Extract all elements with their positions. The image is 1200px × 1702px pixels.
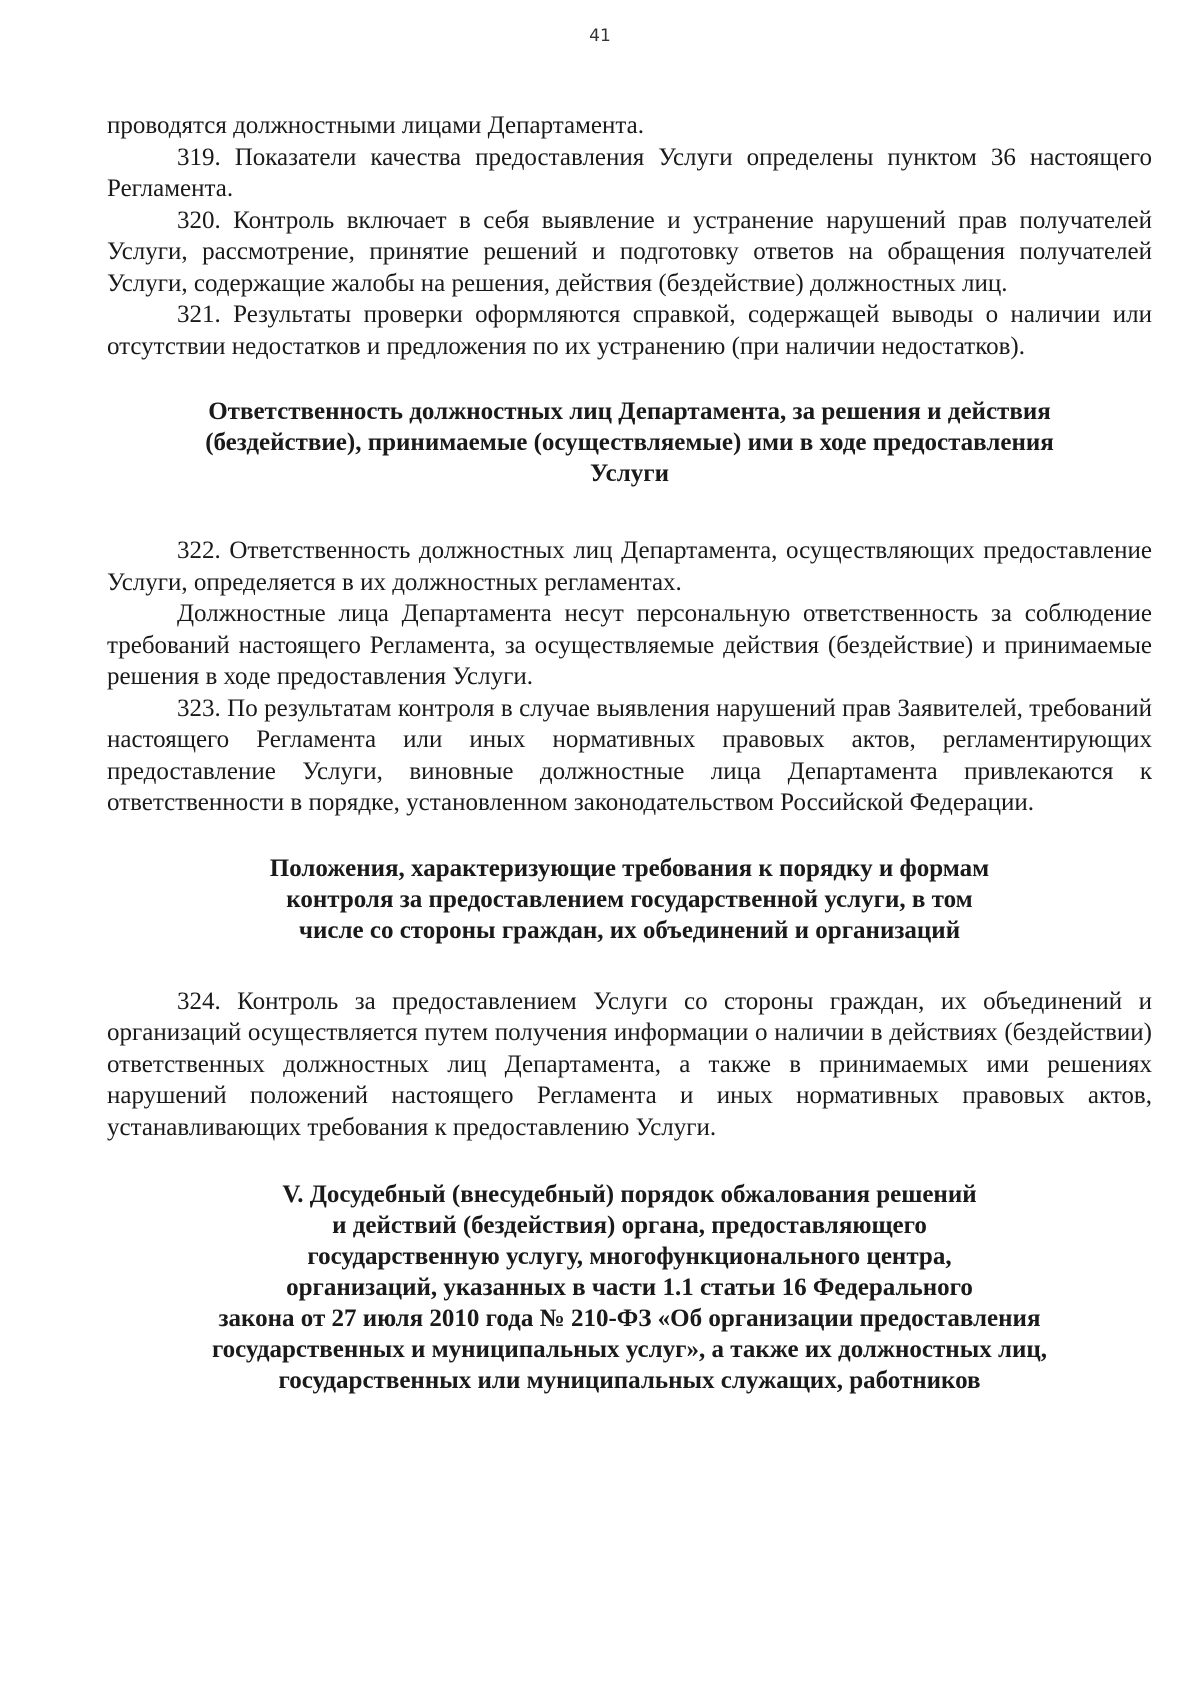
heading-line: Услуги: [589, 460, 670, 487]
heading-line: контроля за предоставлением государственной услуги, в том: [286, 885, 973, 913]
page-number: 41: [589, 26, 611, 46]
chapter-heading-v-appeal: [107, 1179, 1152, 1396]
heading-line: V. Досудебный (внесудебный) порядок обжалования решений: [282, 1181, 977, 1208]
heading-line: и действий (бездействия) органа, предоставляющего: [332, 1212, 927, 1239]
section-heading-control-provisions: [107, 853, 1152, 946]
document-body: [107, 110, 1152, 1396]
paragraph-322: 322. Ответственность должностных лиц Департамента, осуществляющих предоставление Услуги, определяется в их должностных регламентах.: [107, 537, 1152, 596]
heading-line: Положения, характеризующие требования к порядку и формам: [269, 854, 990, 882]
heading-line: Ответственность должностных лиц Департамента, за решения и действия: [208, 398, 1051, 425]
heading-line: государственных или муниципальных служащих, работников: [278, 1367, 981, 1394]
paragraph-officials-liability: Должностные лица Департамента несут персональную ответственность за соблюдение требований настоящего Регламента, за осуществляемые действия (бездействие) и принимаемые решения в ходе предоставления Услуги.: [107, 600, 1152, 690]
heading-line: государственных и муниципальных услуг», а также их должностных лиц,: [211, 1336, 1048, 1363]
heading-line: (бездействие), принимаемые (осуществляемые) ими в ходе предоставления: [205, 429, 1054, 456]
heading-line: организаций, указанных в части 1.1 статьи 16 Федерального: [286, 1274, 973, 1301]
paragraph-321: 321. Результаты проверки оформляются справкой, содержащей выводы о наличии или отсутствии недостатков и предложения по их устранению (при наличии недостатков).: [107, 301, 1152, 360]
paragraph-continuation: проводятся должностными лицами Департамента.: [107, 112, 644, 139]
heading-line: государственную услугу, многофункционального центра,: [307, 1243, 952, 1270]
heading-line: числе со стороны граждан, их объединений и организаций: [298, 916, 961, 944]
paragraph-320: 320. Контроль включает в себя выявление и устранение нарушений прав получателей Услуги, рассмотрение, принятие решений и подготовку ответов на обращения получателей Услуги, содержащие жалобы на решения, действия (бездействие) должностных лиц.: [107, 206, 1152, 297]
paragraph-323: 323. По результатам контроля в случае выявления нарушений прав Заявителей, требований настоящего Регламента или иных нормативных правовых актов, регламентирующих предоставление Услуги, виновные должностные лица Департамента привлекаются к ответственности в порядке, установленном законодательством Российской Федерации.: [107, 694, 1152, 816]
section-heading-responsibility: [107, 396, 1152, 489]
heading-line: закона от 27 июля 2010 года № 210-ФЗ «Об организации предоставления: [218, 1305, 1041, 1332]
paragraph-324: 324. Контроль за предоставлением Услуги со стороны граждан, их объединений и организаций осуществляется путем получения информации о наличии в действиях (бездействии) ответственных должностных лиц Департамента, а также в принимаемых ими решениях нарушений положений настоящего Регламента и иных нормативных правовых актов, устанавливающих требования к предоставлению Услуги.: [107, 987, 1152, 1141]
paragraph-319: 319. Показатели качества предоставления Услуги определены пунктом 36 настоящего Регламента.: [107, 143, 1152, 202]
